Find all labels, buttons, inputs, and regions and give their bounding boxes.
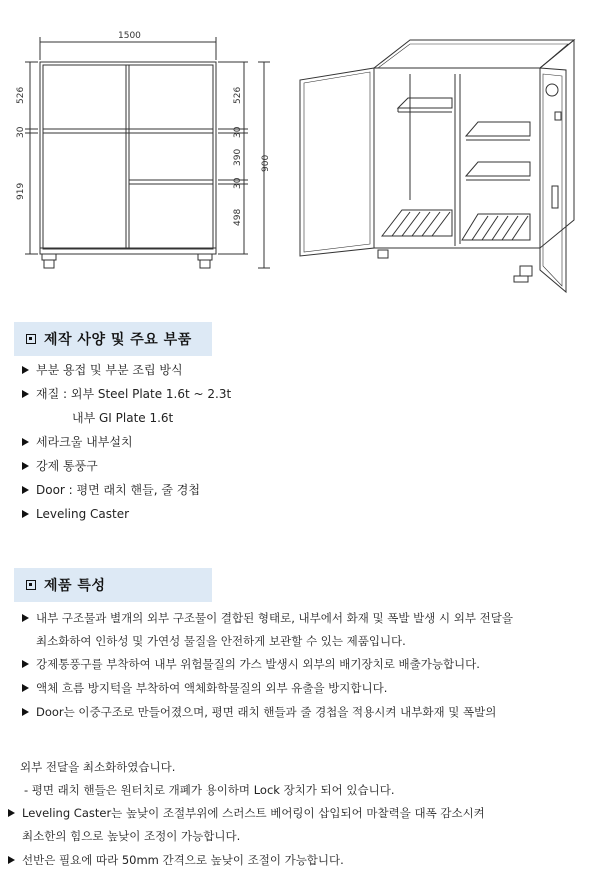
list-item: 재질 : 외부 Steel Plate 1.6t ~ 2.3t bbox=[22, 386, 231, 402]
list-item: Door는 이중구조로 만들어졌으며, 평면 래치 핸들과 줄 경첩을 적용시켜 내부화재 및 폭발의 bbox=[22, 704, 496, 720]
list-item: Door : 평면 래치 핸들, 줄 경첩 bbox=[22, 482, 200, 498]
list-item: 부분 용접 및 부분 조립 방식 bbox=[22, 362, 183, 378]
triangle-bullet-icon bbox=[8, 856, 15, 864]
triangle-bullet-icon bbox=[22, 366, 29, 374]
left-dim-2: 30 bbox=[16, 126, 26, 138]
spec-section-title: 제작 사양 및 주요 부품 bbox=[44, 332, 192, 348]
triangle-bullet-icon bbox=[22, 390, 29, 398]
triangle-bullet-icon bbox=[22, 660, 29, 668]
spec-section-header bbox=[14, 322, 212, 356]
feature-section-header bbox=[14, 568, 212, 602]
triangle-bullet-icon bbox=[22, 684, 29, 692]
triangle-bullet-icon bbox=[8, 809, 15, 817]
square-bullet-icon bbox=[26, 334, 36, 344]
triangle-bullet-icon bbox=[22, 708, 29, 716]
left-dim-3: 919 bbox=[16, 182, 26, 200]
triangle-bullet-icon bbox=[22, 614, 29, 622]
triangle-bullet-icon bbox=[22, 438, 29, 446]
list-item: 선반은 필요에 따라 50mm 간격으로 높낮이 조절이 가능합니다. bbox=[8, 852, 344, 868]
list-item: 강제 통풍구 bbox=[22, 458, 98, 474]
total-height-dimension: 900 bbox=[261, 154, 271, 172]
right-dim-2: 30 bbox=[233, 126, 243, 138]
list-item-sub: - 평면 래치 핸들은 원터치로 개폐가 용이하며 Lock 장치가 되어 있습니다. bbox=[24, 783, 395, 797]
list-item: 내부 구조물과 별개의 외부 구조물이 결합된 형태로, 내부에서 화재 및 폭발 발생 시 외부 전달을 bbox=[22, 610, 513, 626]
list-item-continued: 최소화하여 인하성 및 가연성 물질을 안전하게 보관할 수 있는 제품입니다. bbox=[36, 634, 406, 648]
triangle-bullet-icon bbox=[22, 462, 29, 470]
list-item: 강제통풍구를 부착하여 내부 위험물질의 가스 발생시 외부의 배기장치로 배출가능합니다. bbox=[22, 656, 480, 672]
triangle-bullet-icon bbox=[22, 510, 29, 518]
perspective-view bbox=[300, 40, 574, 292]
list-item-continued: 최소한의 힘으로 높낮이 조정이 가능합니다. bbox=[22, 829, 241, 843]
list-item: Leveling Caster bbox=[22, 506, 129, 522]
right-dim-5: 498 bbox=[233, 208, 243, 226]
left-dim-1: 526 bbox=[16, 86, 26, 104]
list-item-continued: 외부 전달을 최소화하였습니다. bbox=[20, 760, 176, 774]
right-dim-1: 526 bbox=[233, 86, 243, 104]
right-dim-4: 30 bbox=[233, 177, 243, 189]
list-item: Leveling Caster는 높낮이 조절부위에 스러스트 베어링이 삽입되어 마찰력을 대폭 감소시켜 bbox=[8, 805, 485, 821]
triangle-bullet-icon bbox=[22, 486, 29, 494]
list-item: 내부 GI Plate 1.6t bbox=[72, 411, 174, 425]
square-bullet-icon bbox=[26, 580, 36, 590]
list-item: 액체 흐름 방지턱을 부착하여 액체화학물질의 외부 유출을 방지합니다. bbox=[22, 680, 387, 696]
feature-section-title: 제품 특성 bbox=[44, 578, 106, 594]
list-item: 세라크울 내부설치 bbox=[22, 434, 133, 450]
right-dim-3: 390 bbox=[233, 148, 243, 166]
cabinet-drawing bbox=[0, 0, 602, 300]
width-dimension: 1500 bbox=[118, 31, 141, 41]
